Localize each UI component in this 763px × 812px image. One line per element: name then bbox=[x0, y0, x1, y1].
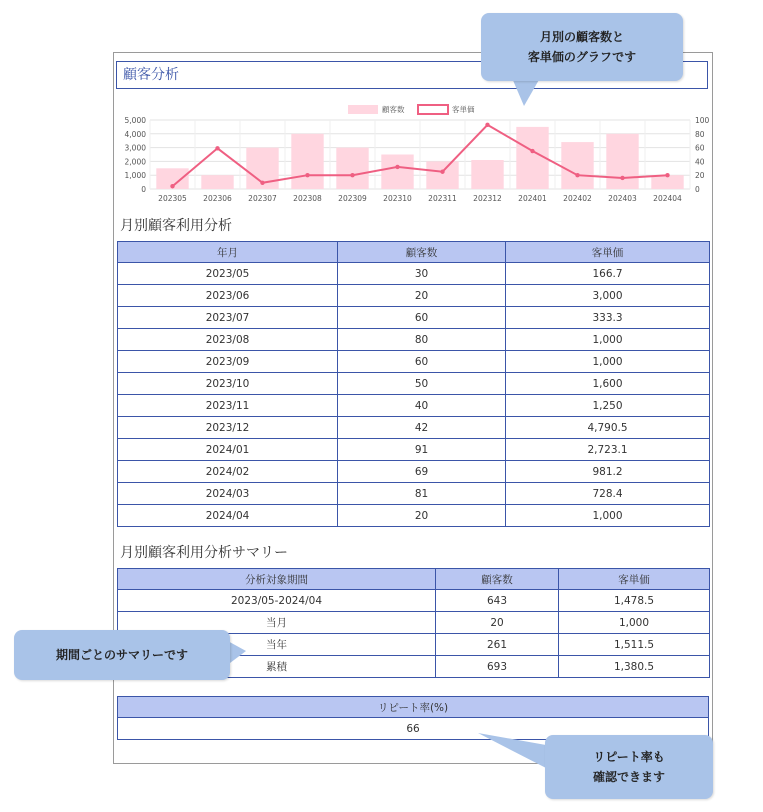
monthly-table-cell: 2023/11 bbox=[118, 395, 338, 417]
monthly-table-cell: 2024/01 bbox=[118, 439, 338, 461]
x-tick-label: 202404 bbox=[653, 194, 682, 203]
monthly-table-cell: 2023/06 bbox=[118, 285, 338, 307]
summary-table-cell: 1,478.5 bbox=[559, 590, 710, 612]
summary-table-cell: 261 bbox=[436, 634, 559, 656]
monthly-table-cell: 981.2 bbox=[506, 461, 710, 483]
callout-repeat-pointer bbox=[478, 733, 546, 768]
callout-repeat bbox=[545, 735, 713, 799]
callout-graph bbox=[481, 13, 683, 81]
y-right-tick-label: 100 bbox=[695, 116, 710, 125]
y-left-tick-label: 4,000 bbox=[124, 129, 146, 139]
x-tick-label: 202402 bbox=[563, 194, 592, 203]
monthly-table-cell: 30 bbox=[338, 263, 506, 285]
column-header-unit-price: 客単価 bbox=[506, 242, 710, 263]
monthly-table-cell: 3,000 bbox=[506, 285, 710, 307]
monthly-table-cell: 166.7 bbox=[506, 263, 710, 285]
column-header-unit-price: 客単価 bbox=[559, 569, 710, 590]
page-title: 顧客分析 bbox=[116, 61, 708, 89]
monthly-table-cell: 1,000 bbox=[506, 329, 710, 351]
monthly-table-cell: 2023/09 bbox=[118, 351, 338, 373]
monthly-table-cell: 2024/03 bbox=[118, 483, 338, 505]
y-right-tick-label: 20 bbox=[695, 171, 705, 181]
x-tick-label: 202306 bbox=[203, 194, 232, 203]
column-header-year-month: 年月 bbox=[118, 242, 338, 263]
callout-graph-pointer bbox=[512, 78, 540, 106]
monthly-table-cell: 2024/04 bbox=[118, 505, 338, 527]
column-header-customer-count: 顧客数 bbox=[338, 242, 506, 263]
monthly-table-cell: 4,790.5 bbox=[506, 417, 710, 439]
y-right-tick-label: 40 bbox=[695, 157, 705, 167]
x-tick-label: 202308 bbox=[293, 194, 322, 203]
x-tick-label: 202403 bbox=[608, 194, 637, 203]
y-left-tick-label: 1,000 bbox=[124, 171, 146, 181]
x-tick-label: 202307 bbox=[248, 194, 277, 203]
monthly-table-cell: 728.4 bbox=[506, 483, 710, 505]
y-right-tick-label: 0 bbox=[695, 185, 700, 194]
monthly-table-cell: 2023/05 bbox=[118, 263, 338, 285]
y-left-tick-label: 5,000 bbox=[124, 116, 146, 125]
summary-table-cell: 当月 bbox=[118, 612, 436, 634]
monthly-table-cell: 50 bbox=[338, 373, 506, 395]
summary-table-cell: 1,000 bbox=[559, 612, 710, 634]
y-left-tick-label: 2,000 bbox=[124, 157, 146, 167]
monthly-section-title: 月別顧客利用分析 bbox=[120, 218, 232, 234]
monthly-table-cell: 1,000 bbox=[506, 351, 710, 373]
monthly-table-cell: 81 bbox=[338, 483, 506, 505]
summary-table-cell: 1,380.5 bbox=[559, 656, 710, 678]
summary-table-cell: 693 bbox=[436, 656, 559, 678]
summary-section-title: 月別顧客利用分析サマリー bbox=[120, 545, 288, 561]
monthly-table-cell: 60 bbox=[338, 351, 506, 373]
summary-table-cell: 2023/05-2024/04 bbox=[118, 590, 436, 612]
repeat-rate-header: リピート率(%) bbox=[118, 697, 709, 718]
legend-label-unit-price: 客単価 bbox=[452, 105, 475, 114]
monthly-table-cell: 1,250 bbox=[506, 395, 710, 417]
summary-table-cell: 20 bbox=[436, 612, 559, 634]
monthly-table-cell: 2024/02 bbox=[118, 461, 338, 483]
monthly-table-cell: 40 bbox=[338, 395, 506, 417]
callout-graph-line-1: 月別の顧客数と bbox=[539, 30, 624, 44]
monthly-table-cell: 2023/10 bbox=[118, 373, 338, 395]
y-left-tick-label: 3,000 bbox=[124, 143, 146, 153]
callout-summary bbox=[14, 630, 230, 680]
monthly-table-cell: 60 bbox=[338, 307, 506, 329]
callout-summary-line-1: 期間ごとのサマリーです bbox=[55, 648, 188, 662]
monthly-table-cell: 333.3 bbox=[506, 307, 710, 329]
column-header-period: 分析対象期間 bbox=[118, 569, 436, 590]
monthly-table-cell: 91 bbox=[338, 439, 506, 461]
summary-table-cell: 累積 bbox=[118, 656, 436, 678]
monthly-table-cell: 1,000 bbox=[506, 505, 710, 527]
monthly-table-cell: 2023/08 bbox=[118, 329, 338, 351]
x-tick-label: 202312 bbox=[473, 194, 502, 203]
monthly-table-cell: 1,600 bbox=[506, 373, 710, 395]
monthly-table-cell: 2023/12 bbox=[118, 417, 338, 439]
x-tick-label: 202309 bbox=[338, 194, 367, 203]
x-tick-label: 202401 bbox=[518, 194, 547, 203]
summary-table-cell: 当年 bbox=[118, 634, 436, 656]
x-tick-label: 202305 bbox=[158, 194, 187, 203]
monthly-table-cell: 42 bbox=[338, 417, 506, 439]
monthly-table-cell: 2023/07 bbox=[118, 307, 338, 329]
monthly-table-cell: 80 bbox=[338, 329, 506, 351]
y-left-tick-label: 0 bbox=[141, 185, 146, 194]
monthly-table-cell: 20 bbox=[338, 505, 506, 527]
callout-repeat-line-2: 確認できます bbox=[592, 770, 665, 784]
x-tick-label: 202311 bbox=[428, 194, 457, 203]
summary-table-cell: 1,511.5 bbox=[559, 634, 710, 656]
callout-repeat-line-1: リピート率も bbox=[593, 750, 665, 764]
summary-table-cell: 643 bbox=[436, 590, 559, 612]
monthly-table-cell: 2,723.1 bbox=[506, 439, 710, 461]
callout-graph-line-2: 客単価のグラフです bbox=[527, 50, 637, 64]
y-right-tick-label: 80 bbox=[695, 129, 705, 139]
monthly-table-cell: 20 bbox=[338, 285, 506, 307]
x-tick-label: 202310 bbox=[383, 194, 412, 203]
legend-label-customers: 顧客数 bbox=[382, 105, 405, 114]
column-header-customer-count: 顧客数 bbox=[436, 569, 559, 590]
y-right-tick-label: 60 bbox=[695, 143, 705, 153]
monthly-table-cell: 69 bbox=[338, 461, 506, 483]
repeat-rate-value: 66 bbox=[118, 718, 709, 740]
